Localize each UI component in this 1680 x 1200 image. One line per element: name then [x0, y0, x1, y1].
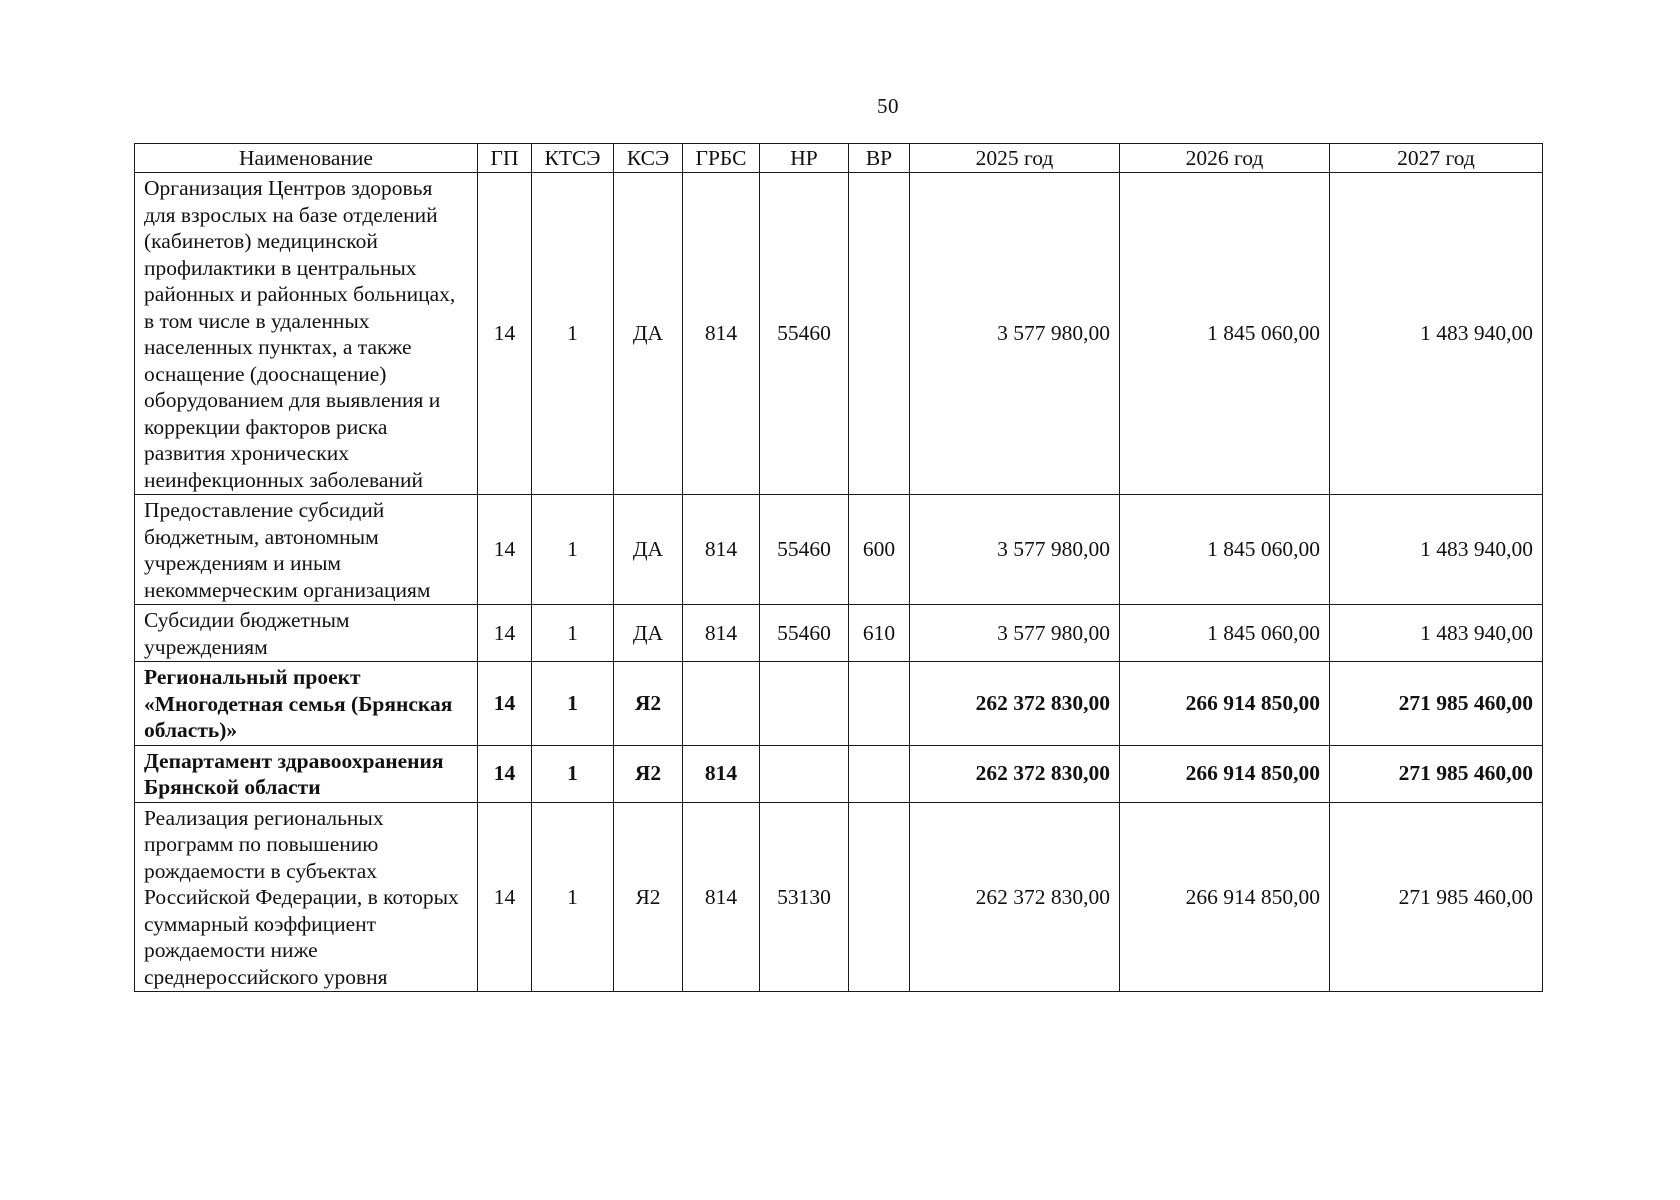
row-amount-2026: 1 845 060,00	[1120, 173, 1330, 495]
table-row	[135, 745, 1543, 802]
header-2025: 2025 год	[910, 144, 1120, 173]
row-kse: Я2	[614, 745, 683, 802]
header-gp: ГП	[478, 144, 532, 173]
header-2027: 2027 год	[1330, 144, 1543, 173]
row-grbs: 814	[683, 802, 760, 992]
row-name: Предоставление субсидий бюджетным, автономным учреждениям и иным некоммерческим организациям	[135, 495, 478, 605]
row-nr	[760, 662, 849, 746]
row-gp: 14	[478, 495, 532, 605]
row-vr	[849, 173, 910, 495]
row-amount-2026: 266 914 850,00	[1120, 662, 1330, 746]
row-amount-2025: 262 372 830,00	[910, 662, 1120, 746]
row-vr	[849, 662, 910, 746]
row-gp: 14	[478, 173, 532, 495]
table-row	[135, 802, 1543, 992]
table-row	[135, 495, 1543, 605]
row-nr: 53130	[760, 802, 849, 992]
row-grbs: 814	[683, 495, 760, 605]
row-amount-2026: 266 914 850,00	[1120, 745, 1330, 802]
row-gp: 14	[478, 745, 532, 802]
row-vr: 610	[849, 605, 910, 662]
row-kse: Я2	[614, 662, 683, 746]
row-ktse: 1	[532, 802, 614, 992]
row-gp: 14	[478, 662, 532, 746]
row-amount-2027: 271 985 460,00	[1330, 745, 1543, 802]
row-grbs: 814	[683, 745, 760, 802]
row-amount-2025: 262 372 830,00	[910, 802, 1120, 992]
header-name: Наименование	[135, 144, 478, 173]
row-amount-2025: 3 577 980,00	[910, 173, 1120, 495]
row-kse: ДА	[614, 173, 683, 495]
row-name: Реализация региональных программ по повышению рождаемости в субъектах Российской Федерации, в которых суммарный коэффициент рождаемости ниже среднероссийского уровня	[135, 802, 478, 992]
row-ktse: 1	[532, 495, 614, 605]
row-amount-2025: 3 577 980,00	[910, 605, 1120, 662]
table-header-row	[135, 144, 1543, 173]
row-amount-2025: 3 577 980,00	[910, 495, 1120, 605]
row-vr	[849, 745, 910, 802]
row-ktse: 1	[532, 745, 614, 802]
row-nr: 55460	[760, 173, 849, 495]
row-kse: ДА	[614, 495, 683, 605]
row-vr	[849, 802, 910, 992]
table-row	[135, 662, 1543, 746]
row-amount-2027: 1 483 940,00	[1330, 605, 1543, 662]
row-ktse: 1	[532, 605, 614, 662]
row-nr: 55460	[760, 605, 849, 662]
row-ktse: 1	[532, 173, 614, 495]
row-amount-2026: 266 914 850,00	[1120, 802, 1330, 992]
row-name: Региональный проект «Многодетная семья (Брянская область)»	[135, 662, 478, 746]
page-number: 50	[877, 94, 899, 118]
row-grbs: 814	[683, 173, 760, 495]
row-ktse: 1	[532, 662, 614, 746]
row-amount-2025: 262 372 830,00	[910, 745, 1120, 802]
row-amount-2027: 1 483 940,00	[1330, 495, 1543, 605]
row-grbs	[683, 662, 760, 746]
header-2026: 2026 год	[1120, 144, 1330, 173]
row-amount-2026: 1 845 060,00	[1120, 495, 1330, 605]
row-amount-2026: 1 845 060,00	[1120, 605, 1330, 662]
header-kse: КСЭ	[614, 144, 683, 173]
row-kse: ДА	[614, 605, 683, 662]
row-nr	[760, 745, 849, 802]
row-gp: 14	[478, 605, 532, 662]
table-row	[135, 173, 1543, 495]
table-row	[135, 605, 1543, 662]
row-name: Субсидии бюджетным учреждениям	[135, 605, 478, 662]
header-vr: ВР	[849, 144, 910, 173]
header-grbs: ГРБС	[683, 144, 760, 173]
row-grbs: 814	[683, 605, 760, 662]
row-nr: 55460	[760, 495, 849, 605]
row-amount-2027: 1 483 940,00	[1330, 173, 1543, 495]
budget-table	[134, 143, 1543, 992]
row-vr: 600	[849, 495, 910, 605]
header-ktse: КТСЭ	[532, 144, 614, 173]
row-amount-2027: 271 985 460,00	[1330, 662, 1543, 746]
row-name: Организация Центров здоровья для взрослых на базе отделений (кабинетов) медицинской профилактики в центральных районных и районных больницах, в том числе в удаленных населенных пунктах, а также оснащение (дооснащение) оборудованием для выявления и коррекции факторов риска развития хронических неинфекционных заболеваний	[135, 173, 478, 495]
row-name: Департамент здравоохранения Брянской области	[135, 745, 478, 802]
row-kse: Я2	[614, 802, 683, 992]
header-nr: НР	[760, 144, 849, 173]
row-amount-2027: 271 985 460,00	[1330, 802, 1543, 992]
row-gp: 14	[478, 802, 532, 992]
